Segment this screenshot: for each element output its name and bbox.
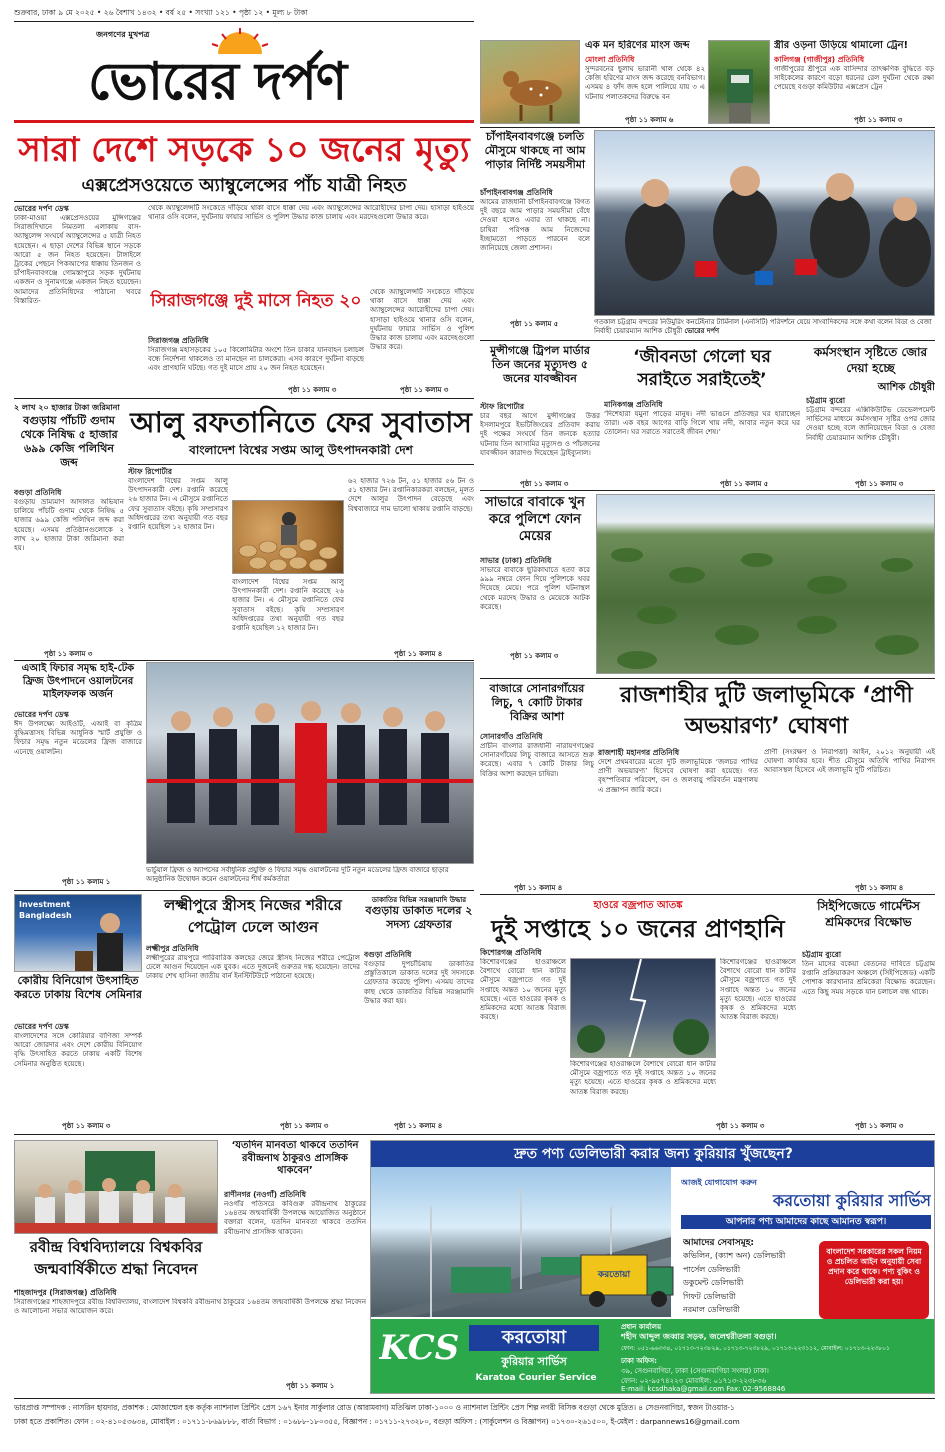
teaser-deer-body: সুন্দরবনের ছুলাঘ ভারানী খাল থেকে ৪২ কেজি হরিণের মাংস জব্দ করেছে বনবিভাগ। এসময় ৪ ফাঁদ জব্দ হলে পালিয়ে যায় ৩ এ ঘটনায় পলাতকদের বিরুদ্ধে বন	[585, 65, 705, 101]
footer-imprint-line-2: ঢাকা হতে প্রকাশিত। ফোন : ০২-৪১০৫৩৬৩৪, মোবাইল : ০১৭১১-৮৬৯৮৮৮, বার্তা বিভাগ : ০১৬৮৮-১৮০৩৫৫, বিজ্ঞাপন : ০১৭১১-২৭৩২৮০, বগুড়া অফিস : (সার্কুলেশন ও বিজ্ঞাপন) ০১৭৩০-২৬১৫০০, ই-মেইল : darpannews16@gmail.com	[14, 1417, 740, 1426]
alu-headline[interactable]: আলু রফতানিতে ফের সুবাতাস	[130, 406, 472, 439]
ad-services-title: আমাদের সেবাসমূহ:	[683, 1238, 755, 1247]
ad-services-list	[683, 1249, 813, 1319]
jibon-continued: পৃষ্ঠা ১১ কলাম ৫	[720, 480, 769, 488]
lead-continued: পৃষ্ঠা ১১ কলাম ৩	[400, 386, 449, 394]
ad-service-item: গিফট ডেলিভারী	[683, 1291, 736, 1301]
dakat-continued: পৃষ্ঠা ১১ কলাম ৪	[394, 1122, 443, 1130]
walton-continued: পৃষ্ঠা ১১ কলাম ১	[62, 878, 111, 886]
rajshahi-body: দেশে প্রথমবারের মতো দুটি জলাভূমিকে ‘জলচর পাখির প্রাণী অভয়ারণ্য’ হিসেবে ঘোষণা করা হয়েছে। গত বৃহস্পতিবার পরিবেশ, বন ও জলবায়ু পরিবর্তন মন্ত্রণালয় এ প্রজ্ঞাপন জারি করে।	[598, 758, 758, 794]
deer-photo	[480, 40, 580, 124]
savar-byline: সাভার (ঢাকা) প্রতিনিধি	[480, 556, 552, 565]
ad-address-2: ৩৯, সেগুনবাগিচা, ঢাকা (সেগুনবাগিচা সংলগ্ন) ঢাকা।	[621, 1367, 769, 1375]
tagline: জনগণের মুখপত্র	[96, 30, 150, 39]
tagore-byline: শাহজাদপুর (সিরাজগঞ্জ) প্রতিনিধি	[14, 1288, 117, 1297]
mango-headline[interactable]: চাঁপাইনবাবগঞ্জে চলতি মৌসুমে থাকছে না আম পাড়ার নির্দিষ্ট সময়সীমা	[484, 130, 586, 171]
ad-phone-1: ফোন: ০৫১-৬৬৩৩৪, ০১৭১৩-৭২৩৮২৯, ০১৭১৩-৭২৩৮২৯, ০১৭১৩-২২৩১১২, মোবাইল: ০১৭১৩-২২৩৮০১	[621, 1345, 890, 1352]
teaser-train-body: গাজীপুরের শ্রীপুরে এক বাসিন্দার তাৎক্ষণিক বুদ্ধিতে বড় সাইকেলের কারণে বড়ো ধরনের রেল দুর্ঘটনা থেকে রক্ষা পেয়েছে বগুড়া কমিউটার এক্সপ্রেস ট্রেন	[774, 65, 934, 92]
ad-contact-call: আজই যোগাযোগ করুন	[681, 1178, 757, 1187]
bajro-body-col2: কিশোরগঞ্জের হাওরাঞ্চলে বৈশাখে বোরো ধান কাটার মৌসুমে বজ্রপাতে গত দুই সপ্তাহে অন্তত ১০ জনের মৃত্যু হয়েছে। এতে হাওরের কৃষক ও শ্রমিকদের মধ্যে আতঙ্ক বিরাজ করছে।	[570, 1060, 716, 1096]
rajshahi-continued: পৃষ্ঠা ১১ কলাম ৪	[855, 884, 904, 892]
lead-headline[interactable]: সারা দেশে সড়কে ১০ জনের মৃত্যু	[18, 130, 470, 170]
lichu-byline: সোনারগাঁও প্রতিনিধি	[480, 732, 543, 741]
ad-address-1: শহীদ আব্দুল জব্বার সড়ক, জলেশ্বরীতলা বগুড়া।	[621, 1332, 777, 1341]
teaser-deer-headline[interactable]: এক মন হরিণের মাংস জব্দ	[585, 40, 690, 51]
bogura-continued: পৃষ্ঠা ১১ কলাম ৩	[44, 650, 93, 658]
korea-headline[interactable]: কোরীয় বিনিয়োগ উৎসাহিত করতে ঢাকায় বিশেষ সেমিনার	[14, 974, 142, 1001]
tagore2-byline: রাণীনগর (নওগাঁ) প্রতিনিধি	[224, 1190, 307, 1199]
ad-truck-icon	[571, 1237, 681, 1317]
lead-body-continued: থেকে অ্যাম্বুলেন্সটি সংকেতে দাঁড়িয়ে থাকা বাসে ধাক্কা দেয় এবং অ্যাম্বুলেন্সের আরোহীদের চাপা দেয়। হাসাড়া হাইওয়ে থানার ওসি বলেন, দুর্ঘটনায় ফায়ার সার্ভিস ও পুলিশ উদ্ধার কাজ চালায় এবং মরদেহগুলো উদ্ধার করে।	[148, 204, 474, 222]
lichu-continued: পৃষ্ঠা ১১ কলাম ৪	[514, 884, 563, 892]
lead-subhead: এক্সপ্রেসওয়েতে অ্যাম্বুলেন্সের পাঁচ যাত্রী নিহত	[81, 175, 407, 196]
walton-byline: ভোরের দর্পণ ডেস্ক	[14, 710, 69, 719]
teaser-train-headline[interactable]: স্ত্রীর ওড়না উড়িয়ে থামালো ট্রেন!	[774, 40, 909, 51]
triple-byline: স্টাফ রিপোর্টার	[480, 402, 525, 411]
bajro-kicker: হাওরে বজ্রপাত আতঙ্ক	[593, 900, 683, 911]
jibon-byline: মানিকগঞ্জ প্রতিনিধি	[604, 400, 663, 409]
lichu-body: প্রাচীন বাংলার রাজধানী নারায়ণগঞ্জের সোনারগাঁয়ের লিচু বাজারে আসতে শুরু করেছে। এবার ৭ কোটি টাকার লিচু বিক্রির আশা করছেন চাষিরা।	[480, 742, 594, 778]
ad-head-office: প্রধান কার্যালয়	[621, 1323, 662, 1331]
newspaper-name: ভোরের দর্পণ	[88, 51, 347, 112]
potato-photo	[232, 500, 344, 574]
ad-logo-bar	[371, 1319, 935, 1394]
rajshahi-byline: রাজশাহী মহানগর প্রতিনিধি	[598, 748, 680, 757]
bajro-body-col3: কিশোরগঞ্জের হাওরাঞ্চলে বৈশাখে বোরো ধান কাটার মৌসুমে বজ্রপাতে গত দুই সপ্তাহে অন্তত ১০ জনের মৃত্যু হয়েছে। এতে হাওরের কৃষক ও শ্রমিকদের মধ্যে আতঙ্ক বিরাজ করছে।	[720, 958, 796, 1022]
garments-continued: পৃষ্ঠা ১১ কলাম ৩	[855, 1122, 904, 1130]
alu-body: বাংলাদেশ বিশ্বের সপ্তম আলু উৎপাদনকারী দেশ। রপ্তানি করেছে ২৬ হাজার টন। এ মৌসুমে রপ্তানিতে ফের সুবাতাস বইছে। কৃষি সম্প্রসারণ অধিদপ্তরের তথ্য অনুযায়ী গত বছর রপ্তানি হয়েছিল ১২ হাজার টন।	[128, 477, 228, 532]
bajro-continued: পৃষ্ঠা ১১ কলাম ৩	[716, 1122, 765, 1130]
rajshahi-body-col2: প্রাণী (সংরক্ষণ ও নিরাপত্তা) আইন, ২০১২ অনুযায়ী এই ঘোষণা কার্যকর হবে। শীত মৌসুমে অতিথি পাখির নিরাপদ আবাসস্থল হিসেবে এই জলাভূমি দুটি পরিচিত।	[764, 748, 935, 775]
port-photo-credit: ভোরের দর্পণ	[684, 327, 720, 335]
walton-headline[interactable]: এআই ফিচার সমৃদ্ধ হাই-টেক ফ্রিজ উৎপাদনে ওয়ালটনের মাইলফলক অর্জন	[21, 663, 135, 700]
ad-email: E-mail: kcsdhaka@gmail.com Fax: 02-9568846	[621, 1385, 786, 1393]
mango-continued: পৃষ্ঠা ১১ কলাম ৫	[510, 320, 559, 328]
alu-byline: স্টাফ রিপোর্টার	[128, 467, 173, 476]
tagore2-headline[interactable]: ‘যতদিন মানবতা থাকবে ততদিন রবীন্দ্রনাথ ঠাকুরও প্রাসঙ্গিক থাকবেন’	[231, 1140, 359, 1176]
dakat-byline: বগুড়া প্রতিনিধি	[364, 950, 412, 959]
tagore-headline[interactable]: রবীন্দ্র বিশ্ববিদ্যালয়ে বিশ্বকবির জন্মবার্ষিকীতে শ্রদ্ধা নিবেদন	[29, 1238, 203, 1278]
korea-byline: ভোরের দর্পণ ডেস্ক	[14, 1022, 69, 1031]
korea-continued: পৃষ্ঠা ১১ কলাম ৩	[62, 1122, 111, 1130]
korea-body: বাংলাদেশের সঙ্গে কোরিয়ার বাণিজ্য সম্পর্ক আরো জোরদার এবং দেশে কোরীয় বিনিয়োগ বৃদ্ধি উৎসাহিত করতে ঢাকায় একটি বিশেষ সেমিনার অনুষ্ঠিত হয়েছে।	[14, 1032, 142, 1068]
bajro-headline[interactable]: দুই সপ্তাহে ১০ জনের প্রাণহানি	[491, 915, 785, 943]
courier-advertisement[interactable]	[370, 1140, 935, 1394]
karma-headline[interactable]: কর্মসংস্থান সৃষ্টিতে জোর দেয়া হচ্ছে	[813, 345, 928, 375]
ad-phone-2: ফোন: ০২-৯৫৭৪২২৩ মোবাইল: ০১৭১৩-২২৩৮৩৬	[621, 1377, 767, 1385]
triple-continued: পৃষ্ঠা ১১ কলাম ৩	[520, 480, 569, 488]
mango-body: আমের রাজধানী চাঁপাইনবাবগঞ্জে বিগত দুই বছরে আম পাড়ার সময়সীমা বেঁধে দেওয়া হলেও এবার তা থাকছে না। চাষিরা পরিপক্ক আম নিজেদের ইচ্ছামতো পাড়তে পারবেন বলে জানিয়েছে জেলা প্রশাসন।	[480, 198, 590, 253]
tagore-body: সিরাজগঞ্জের শাহজাদপুরে রবীন্দ্র বিশ্ববিদ্যালয়, বাংলাদেশ বিশ্বকবি রবীন্দ্রনাথ ঠাকুরের ১৬৪তম জন্মবার্ষিকী উপলক্ষে শ্রদ্ধা নিবেদন ও আলোচনা সভার আয়োজন করে।	[14, 1298, 366, 1316]
savar-continued: পৃষ্ঠা ১১ কলাম ৩	[510, 652, 559, 660]
dakat-body: বগুড়ার দুপচাঁচিয়ায় ডাকাতির প্রস্তুতিকালে ডাকাত দলের দুই সদস্যকে গ্রেফতার করেছে পুলিশ। এসময় তাদের কাছ থেকে ডাকাতির বিভিন্ন সরঞ্জামাদি উদ্ধার করা হয়।	[364, 960, 474, 1005]
dakat-headline[interactable]: বগুড়ায় ডাকাত দলের ২ সদস্য গ্রেফতার	[365, 904, 473, 931]
karma-quote-author: আশিক চৌধুরী	[877, 382, 935, 393]
korea-photo-banner-text: Investment Bangladesh	[19, 900, 72, 920]
train-photo	[708, 40, 770, 124]
ad-dhaka-office: ঢাকা অফিস:	[621, 1357, 657, 1365]
kcs-logo-sub: কুরিয়ার সার্ভিস	[501, 1355, 567, 1368]
kcs-logo-english: Karatoa Courier Service	[475, 1373, 597, 1383]
sirajganj-continued: পৃষ্ঠা ১১ কলাম ৩	[288, 386, 337, 394]
jibon-body: ‘দিশেহারা যমুনা পাড়ের মানুষ। নদী ভাঙনে প্রতিবছর ঘর হারাচ্ছেন তারা। এক বছর আগের বাড়ি গিলে খায় নদী, আবার নতুন করে ঘর তোলেন। ঘর সরাতে সরাতেই জীবন শেষ।’	[604, 410, 800, 437]
triple-body: চার বছর আগে মুন্সীগঞ্জের উত্তর ইসলামপুরে ইভটিজিংয়ের প্রতিবাদ করায় দুই পক্ষের সংঘর্ষে তিন জনকে হত্যার ঘটনায় তিন আসামির মৃত্যুদণ্ড ও পাঁচজনের যাবজ্জীবন কারাদণ্ড দিয়েছেন ট্রাইব্যুনাল।	[480, 412, 600, 457]
alu-body-col3: ৬২ হাজার ৭২৬ টন, ৫১ হাজার ৫৬ টন ও ৫১ হাজার টন। রপ্তানিকারকরা বলছেন, মূলত দেশে আলুর উৎপাদন বেড়েছে এবং বিশ্ববাজারে দাম ভালো থাকায় রপ্তানি বাড়ছে।	[348, 477, 474, 513]
karma-body: চট্টগ্রাম বন্দরের এক্সিকিউটিভ ডেভেলপমেন্ট সার্ভিসের মাধ্যমে কর্মসংস্থান সৃষ্টির ওপর জোর দেওয়া হচ্ছে বলে জানিয়েছেন বিডা ও বেজা নির্বাহী চেয়ারম্যান আশিক চৌধুরী।	[806, 406, 935, 442]
dateline: শুক্রবার, ঢাকা ৯ মে ২০২৫ • ২৬ বৈশাখ ১৪৩২ • বর্ষ ২৫ • সংখ্যা ১২১ • পৃষ্ঠা ১২ • মূল্য ৮ টাকা	[14, 8, 308, 17]
ad-service-item: পার্সেল ডেলিভারী	[683, 1264, 741, 1274]
garments-body: তিন মাসের বকেয়া বেতনের দাবিতে চট্টগ্রাম রপ্তানি প্রক্রিয়াকরণ অঞ্চলে (সিইপিজেড) একটি পোশাক কারখানার শ্রমিকেরা বিক্ষোভ করেছেন। এতে কিছু সময় সড়কে যান চলাচল বন্ধ থাকে।	[802, 960, 935, 996]
ad-truck-label: করতোয়া	[597, 1270, 631, 1280]
lakshmipur-headline[interactable]: লক্ষ্মীপুরে স্ত্রীসহ নিজের শরীরে পেট্রোল ঢেলে আগুন	[164, 896, 342, 936]
lightning-photo	[570, 958, 716, 1058]
ad-service-item: ডকুমেন্ট ডেলিভারী	[683, 1278, 744, 1287]
lakshmipur-continued: পৃষ্ঠা ১১ কলাম ৩	[280, 1122, 329, 1130]
savar-body: সাভারে বাবাকে ছুরিকাঘাতে হত্যা করে ৯৯৯ নম্বরে ফোন দিয়ে পুলিশকে খবর দিয়েছে মেয়ে। পরে পুলিশ ঘটনাস্থল থেকে মরদেহ উদ্ধার ও মেয়েকে আটক করেছে।	[480, 566, 590, 611]
ad-service-item: কভিলিন, (ক্যাশ অন) ডেলিভারী	[683, 1251, 786, 1260]
bogura-headline[interactable]: বগুড়ায় পাঁচটি গুদাম থেকে নিষিদ্ধ ৫ হাজার ৬৯৯ কেজি পলিথিন জব্দ	[20, 414, 118, 469]
teaser-train-continued: পৃষ্ঠা ১১ কলাম ৩	[854, 116, 903, 124]
garments-headline[interactable]: সিইপিজেডে গার্মেন্টস শ্রমিকদের বিক্ষোভ	[817, 899, 920, 929]
lead-body-col3: থেকে অ্যাম্বুলেন্সটি সংকেতে দাঁড়িয়ে থাকা বাসে ধাক্কা দেয় এবং অ্যাম্বুলেন্সের আরোহীদের চাপা দেয়। হাসাড়া হাইওয়ে থানার ওসি বলেন, দুর্ঘটনায় ফায়ার সার্ভিস ও পুলিশ উদ্ধার কাজ চালায় এবং মরদেহগুলো উদ্ধার করে।	[370, 288, 474, 352]
walton-body: ঈদ উপলক্ষ্যে আইওটি, এআই বা কৃত্রিম বুদ্ধিমত্তাসহ বিভিন্ন আধুনিক স্মার্ট প্রযুক্তি ও ফিচার সমৃদ্ধ নতুন মডেলের ফ্রিজ বাজারে এনেছে ওয়ালটন।	[14, 720, 142, 756]
karma-byline: চট্টগ্রাম ব্যুরো	[806, 396, 846, 405]
rajshahi-headline[interactable]: রাজশাহীর দুটি জলাভূমিকে ‘প্রাণী অভয়ারণ্য’ ঘোষণা	[620, 683, 913, 739]
bogura-byline: বগুড়া প্রতিনিধি	[14, 488, 62, 497]
kcs-logo-bangla: করতোয়া	[469, 1325, 599, 1351]
ad-service-item: নরমাল ডেলিভারী	[683, 1305, 740, 1314]
port-press-photo	[594, 130, 935, 316]
karma-continued: পৃষ্ঠা ১১ কলাম ৩	[855, 480, 904, 488]
lead-byline: ভোরের দর্পণ ডেস্ক	[14, 204, 69, 213]
ad-slogan: আপনার পণ্য আমাদের কাছে আমানত স্বরূপ।	[681, 1215, 931, 1229]
wetland-lotus-photo	[596, 494, 935, 674]
savar-headline[interactable]: সাভারে বাবাকে খুন করে পুলিশে ফোন মেয়ের	[485, 495, 585, 544]
sirajganj-box	[148, 288, 364, 396]
ad-brand: করতোয়া কুরিয়ার সার্ভিস	[773, 1191, 931, 1210]
sirajganj-byline: সিরাজগঞ্জ প্রতিনিধি	[148, 336, 209, 345]
lead-body: ঢাকা-মাওয়া এক্সপ্রেসওয়ের মুন্সিগঞ্জের সিরাজদিখানে নিমতলা এলাকায় বাস-অ্যাম্বুলেন্স সংঘর্ষে অ্যাম্বুলেন্সের ৫ যাত্রী নিহত হয়েছেন। এ ছাড়া দেশের বিভিন্ন স্থানে সড়কে আরো ৫ জন নিহত হয়েছেন। টাঙ্গাইলে ট্রাকের পেছনে পিকআপের ধাক্কায় তিনজন ও চাঁপাইনবাবগঞ্জে গোমস্তাপুরে সড়ক দুর্ঘটনায় একজন ও সুনামগঞ্জে একজন নিহত হয়েছেন। আমাদের প্রতিনিধিদের পাঠানো খবরে বিস্তারিত-	[14, 214, 141, 305]
teaser-deer-continued: পৃষ্ঠা ১১ কলাম ৬	[625, 116, 674, 124]
teaser-train-byline: কালিগঞ্জ (গাজীপুর) প্রতিনিধি	[774, 55, 865, 64]
ad-note: বাংলাদেশ সরকারের সকল নিয়ম ও প্রচলিত আইন অনুযায়ী সেবা প্রদান করে থাকে। পণ্য বুকিং ও ডেলিভারী করা হয়।	[819, 1241, 929, 1319]
bajro-body: কিশোরগঞ্জের হাওরাঞ্চলে বৈশাখে বোরো ধান কাটার মৌসুমে বজ্রপাতে গত দুই সপ্তাহে অন্তত ১০ জনের মৃত্যু হয়েছে। এতে হাওরের কৃষক ও শ্রমিকদের মধ্যে আতঙ্ক বিরাজ করছে।	[480, 958, 566, 1022]
bogura-kicker: ২ লাখ ২০ হাজার টাকা জরিমানা	[14, 403, 120, 412]
bogura-body: বগুড়ায় ভ্রাম্যমাণ আদালত অভিযান চালিয়ে পাঁচটি গুদাম থেকে নিষিদ্ধ ৫ হাজার ৬৯৯ কেজি পলিথিন জব্দ করা হয়েছে। এসময় প্রতিষ্ঠানগুলোকে ২ লাখ ২০ হাজার টাকা জরিমানা করা হয়।	[14, 498, 124, 553]
port-photo-caption-text: গতকাল চট্টগ্রাম বন্দরের নিউমুরিং কনটেইনার টার্মিনাল (এনসিটি) পরিদর্শনে যেয়ে সাংবাদিকদের সঙ্গে কথা বলেন বিডা ও বেজা নির্বাহী চেয়ারম্যান আশিক চৌধুরী	[594, 318, 932, 335]
jibon-headline[interactable]: ‘জীবনডা গেলো ঘর সরাইতে সরাইতেই’	[633, 347, 771, 390]
tagore-continued: পৃষ্ঠা ১১ কলাম ১	[286, 1382, 335, 1390]
alu-subhead: বাংলাদেশ বিশ্বের সপ্তম আলু উৎপাদনকারী দেশ	[189, 444, 413, 457]
lakshmipur-body: লক্ষ্মীপুরের রায়পুরে পারিবারিক কলহের জেরে স্ত্রীসহ নিজের শরীরে পেট্রোল ঢেলে আগুন দিয়েছেন এক যুবক। এতে দুজনেই গুরুতর দগ্ধ হয়েছেন। তাদের ঢাকায় শেখ হাসিনা জাতীয় বার্ন ইনস্টিটিউটে পাঠানো হয়েছে।	[146, 954, 360, 981]
lichu-headline[interactable]: বাজারে সোনারগাঁয়ের লিচু, ৭ কোটি টাকার বিক্রির আশা	[489, 682, 585, 723]
alu-continued: পৃষ্ঠা ১১ কলাম ৪	[394, 650, 443, 658]
port-photo-caption	[594, 318, 935, 338]
footer-imprint-line-1: ভারপ্রাপ্ত সম্পাদক : নাসরিন হায়দার, প্রকাশক : মোজাম্মেল হক কর্তৃক ন্যাশনাল প্রিন্টিং প্রেস ১৬৭ ইনার সার্কুলার রোড (আরামবাগ) মতিঝিল ঢাকা-১০০০ ও ন্যাশনাল প্রিন্টিং প্রেস শিল্প নগরী বিসিক বগুড়া থেকে মুদ্রিত। ৪ সেগুনবাগিচা, স্বজন টাওয়ার-১	[14, 1403, 735, 1412]
mango-byline: চাঁপাইনবাবগঞ্জ প্রতিনিধি	[480, 188, 553, 197]
bajro-byline: কিশোরগঞ্জ প্রতিনিধি	[480, 948, 542, 957]
teaser-deer-byline: মোংলা প্রতিনিধি	[585, 55, 635, 64]
kcs-logo: KCS	[379, 1328, 460, 1368]
lakshmipur-byline: লক্ষ্মীপুর প্রতিনিধি	[146, 944, 199, 953]
sirajganj-body: সিরাজগঞ্জ মহাসড়কের ১০৫ কিলোমিটার অংশে তিন চাকার যানবাহন চলাচল বন্ধে নির্দেশনা থাকলেও তা মানছেন না চালকেরা। এসব কারণে দুর্ঘটনা বাড়ছে এবং প্রাণহানি ঘটছে। গত দুই মাসে প্রায় ২০ জন নিহত হয়েছেন।	[148, 346, 364, 373]
ad-banner: দ্রুত পণ্য ডেলিভারী করার জন্য কুরিয়ার খুঁজছেন?	[371, 1141, 935, 1167]
garments-byline: চট্টগ্রাম ব্যুরো	[802, 950, 842, 959]
alu-body-col2: বাংলাদেশ বিশ্বের সপ্তম আলু উৎপাদনকারী দেশ। রপ্তানি করেছে ২৬ হাজার টন। এ মৌসুমে রপ্তানিতে ফের সুবাতাস বইছে। কৃষি সম্প্রসারণ অধিদপ্তরের তথ্য অনুযায়ী গত বছর রপ্তানি হয়েছিল ১২ হাজার টন।	[232, 578, 344, 633]
tagore2-body: নওগাঁর পতিসরে কবিগুরু রবীন্দ্রনাথ ঠাকুরের ১৬৪তম জন্মবার্ষিকী উপলক্ষে আয়োজিত অনুষ্ঠানে বক্তারা বলেন, যতদিন মানবতা থাকবে ততদিন রবীন্দ্রনাথ প্রাসঙ্গিক থাকবেন।	[224, 1200, 366, 1236]
sirajganj-headline[interactable]: সিরাজগঞ্জে দুই মাসে নিহত ২০	[150, 291, 362, 311]
korea-seminar-photo	[14, 894, 142, 972]
tagore-event-photo	[14, 1140, 218, 1234]
triple-headline[interactable]: মুন্সীগঞ্জে ট্রিপল মার্ডার তিন জনের মৃত্যুদণ্ড ৫ জনের যাবজ্জীবন	[490, 344, 590, 385]
walton-photo-caption: ভার্চুয়াল ফ্রিজ ও অ্যাপসের সর্বাধুনিক প্রযুক্তি ও ফিচার সমৃদ্ধ ওয়ালটনের দুটি নতুন মডেলের ফ্রিজ বাজারে ছাড়ার আনুষ্ঠানিক উদ্বোধন করেন ওয়ালটনের শীর্ষ কর্মকর্তারা	[146, 866, 449, 883]
dakat-kicker: ডাকাতির বিভিন্ন সরঞ্জামাদি উদ্ধার	[371, 896, 467, 904]
walton-ribbon-photo	[146, 662, 474, 864]
